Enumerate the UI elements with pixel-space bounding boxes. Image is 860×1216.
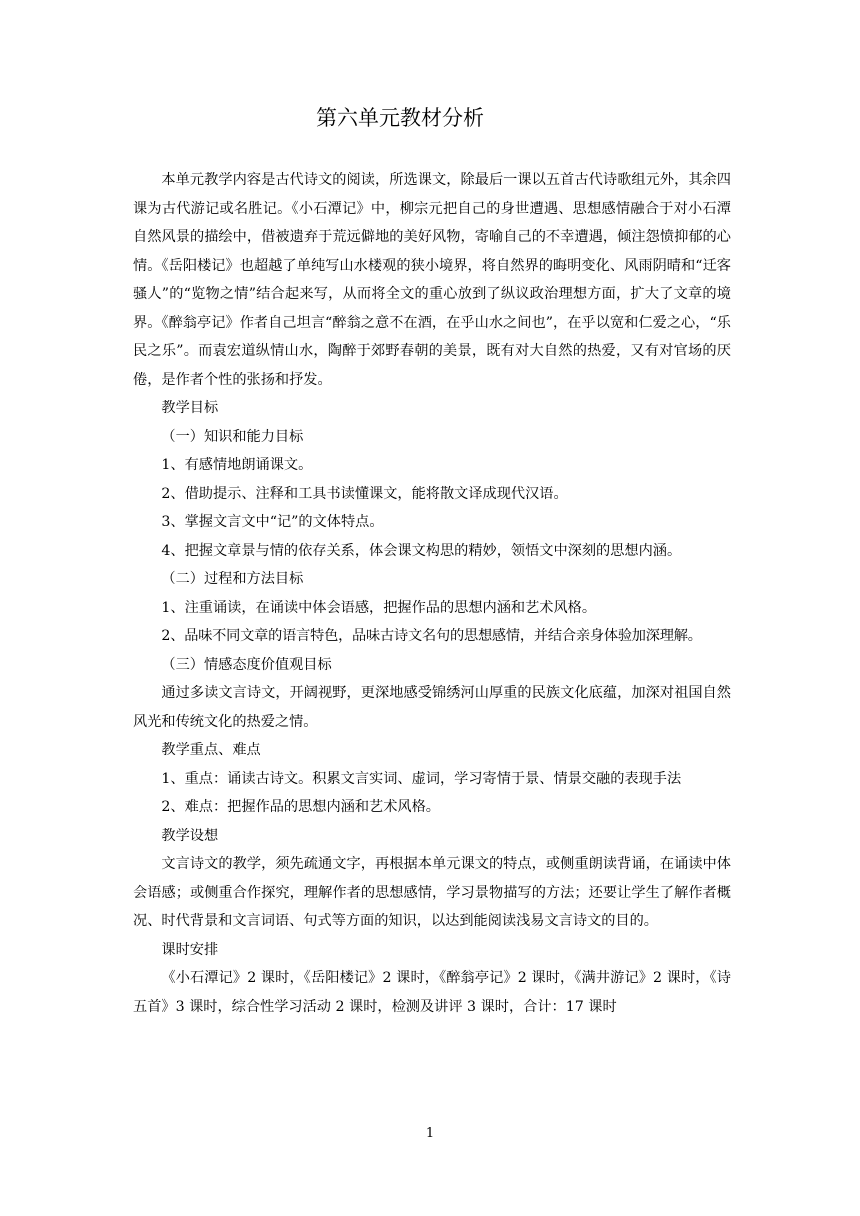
unit-overview-paragraph: 本单元教学内容是古代诗文的阅读，所选课文，除最后一课以五首古代诗歌组元外，其余四课为古代游记或名胜记。《小石潭记》中，柳宗元把自己的身世遭遇、思想感情融合于对小石潭自然风景的描绘中，借被遗弃于荒远僻地的美好风物，寄喻自己的不幸遭遇，倾注怨愤抑郁的心情。《岳阳楼记》也超越了单纯写山水楼观的狭小境界，将自然界的晦明变化、风雨阴晴和“迁客骚人”的“览物之情”结合起来写，从而将全文的重心放到了纵议政治理想方面，扩大了文章的境界。《醉翁亭记》作者自己坦言“醉翁之意不在酒，在乎山水之间也”，在乎以宽和仁爱之心，“乐民之乐”。而袁宏道纵情山水，陶醉于郊野春朝的美景，既有对大自然的热爱，又有对官场的厌倦，是作者个性的张扬和抒发。 — [133, 172, 731, 388]
teaching-plan-heading: 教学设想 — [161, 827, 219, 844]
document-title: 第六单元教材分析 — [316, 106, 484, 130]
key-difficulties-heading: 教学重点、难点 — [161, 742, 261, 758]
knowledge-goal-1: 1、有感情地朗诵课文。 — [161, 457, 313, 473]
page-number: 1 — [425, 1126, 435, 1141]
knowledge-goal-3: 3、掌握文言文中“记”的文体特点。 — [161, 514, 384, 530]
teaching-plan-paragraph: 文言诗文的教学，须先疏通文字，再根据本单元课文的特点，或侧重朗读背诵，在诵读中体会语感；或侧重合作探究，理解作者的思想感情，学习景物描写的方法；还要让学生了解作者概况、时代背景和文言词语、句式等方面的知识，以达到能阅读浅易文言诗文的目的。 — [133, 856, 731, 929]
class-hours-heading: 课时安排 — [161, 941, 219, 958]
knowledge-goal-2: 2、借助提示、注释和工具书读懂课文，能将散文译成现代汉语。 — [161, 485, 568, 502]
emotion-values-paragraph: 通过多读文言诗文，开阔视野，更深地感受锦绣河山厚重的民族文化底蕴，加深对祖国自然风光和传统文化的热爱之情。 — [133, 685, 731, 730]
class-hours-paragraph: 《小石潭记》2 课时，《岳阳楼记》2 课时，《醉翁亭记》2 课时，《满井游记》2 课时，《诗五首》3 课时，综合性学习活动 2 课时，检测及讲评 3 课时，合计：17 课时 — [133, 970, 731, 1015]
emotion-values-goals-heading: （三）情感态度价值观目标 — [161, 656, 332, 673]
teaching-goals-heading: 教学目标 — [161, 400, 219, 416]
knowledge-ability-goals-heading: （一）知识和能力目标 — [161, 428, 304, 445]
process-goal-1: 1、注重诵读，在诵读中体会语感，把握作品的思想内涵和艺术风格。 — [161, 599, 597, 616]
document-body — [133, 166, 731, 1021]
process-goal-2: 2、品味不同文章的语言特色，品味古诗文名句的思想感情，并结合亲身体验加深理解。 — [161, 628, 702, 644]
teaching-difficulty: 2、难点：把握作品的思想内涵和艺术风格。 — [161, 799, 440, 815]
knowledge-goal-4: 4、把握文章景与情的依存关系，体会课文构思的精妙，领悟文中深刻的思想内涵。 — [161, 542, 682, 559]
teaching-key-point: 1、重点：诵读古诗文。积累文言实词、虚词，学习寄情于景、情景交融的表现手法 — [161, 770, 682, 787]
process-method-goals-heading: （二）过程和方法目标 — [161, 571, 304, 587]
